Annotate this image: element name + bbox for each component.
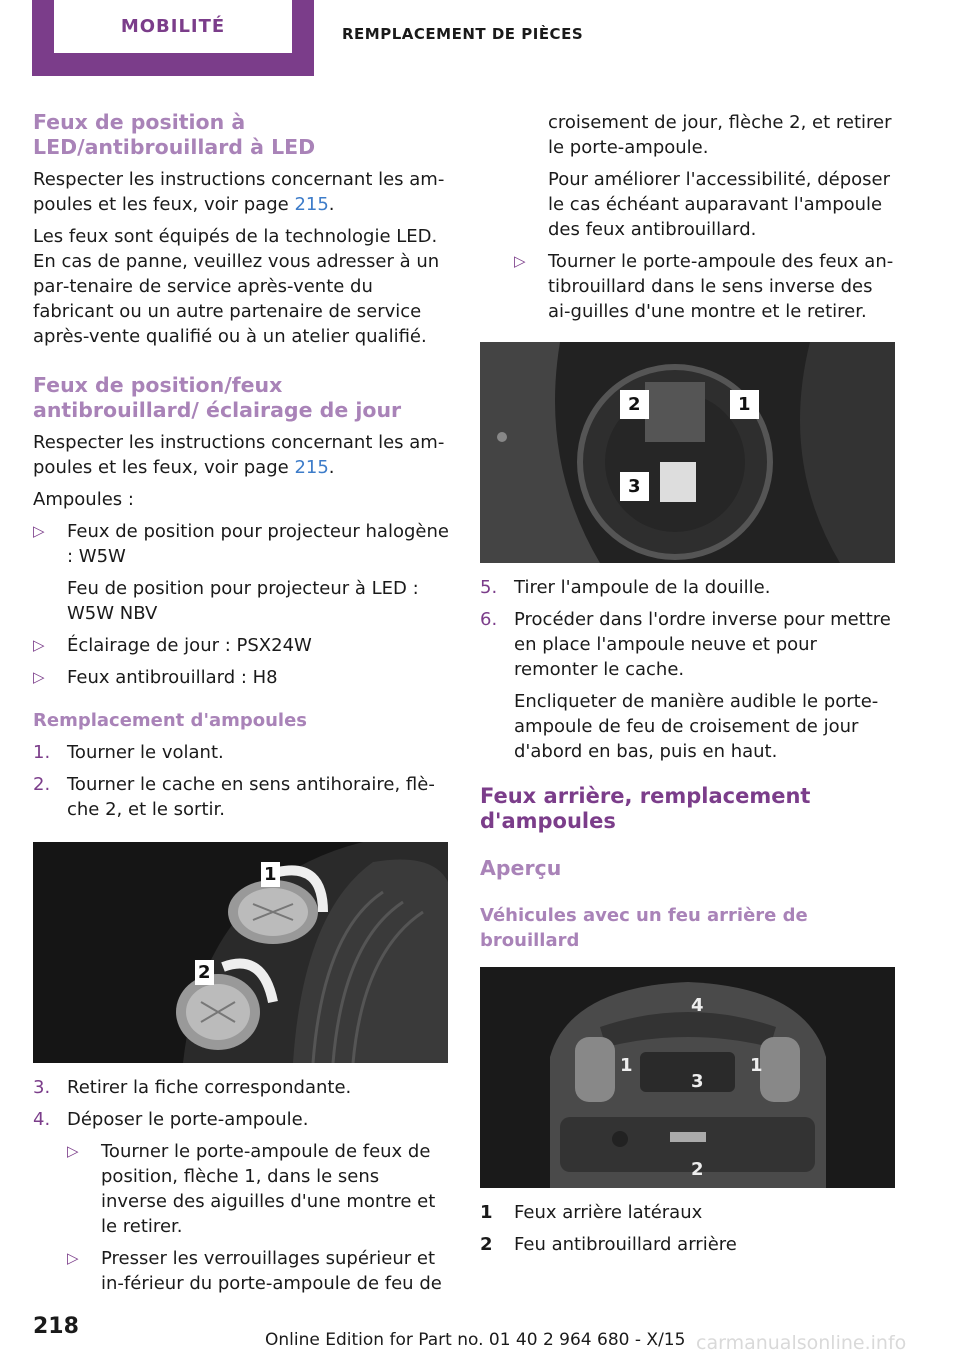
list-item-text: Presser les verrouillages supérieur et in‐férieur du porte-ampoule de feu de xyxy=(101,1248,442,1294)
step-text: Encliqueter de manière audible le porte-ampoule de feu de croisement de jour d'abord en bas, puis en haut. xyxy=(514,691,879,762)
chapter-tab[interactable] xyxy=(32,0,314,76)
step-text: Procéder dans l'ordre inverse pour mettre en place l'ampoule neuve et pour remonter le cache. xyxy=(514,609,891,680)
rear-car-illustration xyxy=(480,967,895,1188)
left-column xyxy=(33,110,449,1303)
heading-rear-fog-vehicles: Véhicules avec un feu arrière de brouillard xyxy=(480,905,808,951)
list-item xyxy=(67,1246,449,1296)
figure-callout-1-left: 1 xyxy=(620,1055,633,1076)
list-item-text: Éclairage de jour : PSX24W xyxy=(67,635,312,656)
page-link[interactable]: 215 xyxy=(294,457,329,478)
step-item xyxy=(33,1075,449,1100)
triangle-bullet-icon: ▷ xyxy=(33,668,45,686)
list-item-text: Feux antibrouillard : H8 xyxy=(67,667,278,688)
list-item xyxy=(33,519,449,626)
figure-callout-3: 3 xyxy=(620,472,649,501)
step-list xyxy=(33,740,449,822)
triangle-bullet-icon: ▷ xyxy=(67,1142,79,1160)
page-link[interactable]: 215 xyxy=(294,194,329,215)
step-text: Retirer la fiche correspondante. xyxy=(67,1077,352,1098)
legend-number: 2 xyxy=(480,1234,493,1255)
figure-rear-car xyxy=(480,967,895,1188)
paragraph: Les feux sont équipés de la technologie LED. En cas de panne, veuillez vous adresser à un par‐tenaire de service après-vente du fabricant ou un autre partenaire de service après-vente qualifié ou à un atelier qualifié. xyxy=(33,226,440,347)
figure-callout-2: 2 xyxy=(195,960,214,985)
edition-note: Online Edition for Part no. 01 40 2 964 680 - X/15 xyxy=(265,1330,686,1350)
step-number: 5. xyxy=(480,577,498,598)
paragraph: Ampoules : xyxy=(33,489,134,510)
triangle-bullet-icon: ▷ xyxy=(33,522,45,540)
list-item xyxy=(33,633,449,658)
step-text: Déposer le porte-ampoule. xyxy=(67,1109,309,1130)
heading-overview: Aperçu xyxy=(480,856,562,880)
list-item xyxy=(67,1139,449,1239)
sub-bullet-list xyxy=(33,1139,449,1296)
step-number: 1. xyxy=(33,742,51,763)
heading-bulb-replacement: Remplacement d'ampoules xyxy=(33,710,308,731)
step-list xyxy=(33,1075,449,1132)
figure-callout-1: 1 xyxy=(261,862,280,887)
headlight-back-illustration xyxy=(480,342,895,563)
triangle-bullet-icon: ▷ xyxy=(33,636,45,654)
step-number: 2. xyxy=(33,774,51,795)
heading-position-fog-drl: Feux de position/feux antibrouillard/ éclairage de jour xyxy=(33,373,402,422)
step-text: Tourner le volant. xyxy=(67,742,224,763)
figure-callout-1-right: 1 xyxy=(750,1055,763,1076)
step-item xyxy=(33,772,449,822)
list-item-text: Tourner le porte-ampoule des feux an‐tibrouillard dans le sens inverse des ai‐guilles d'une montre et le retirer. xyxy=(548,251,894,322)
text: Respecter les instructions concernant les am‐poules et les feux, voir page xyxy=(33,432,445,478)
legend-item xyxy=(480,1200,896,1225)
text: Respecter les instructions concernant les am‐poules et les feux, voir page xyxy=(33,169,445,215)
section-title: REMPLACEMENT DE PIÈCES xyxy=(342,25,584,43)
step-item xyxy=(480,575,896,600)
paragraph: Pour améliorer l'accessibilité, déposer le cas échéant auparavant l'ampoule des feux antibrouillard. xyxy=(548,169,891,240)
figure-callout-3: 3 xyxy=(691,1071,704,1092)
figure-callout-4: 4 xyxy=(691,995,704,1016)
right-column xyxy=(480,110,896,1264)
legend-text: Feu antibrouillard arrière xyxy=(514,1234,737,1255)
triangle-bullet-icon: ▷ xyxy=(514,252,526,270)
heading-led-position: Feux de position à LED/antibrouillard à LED xyxy=(33,110,316,159)
step-number: 4. xyxy=(33,1109,51,1130)
figure-bulb-holders xyxy=(480,342,895,563)
step-item xyxy=(33,1107,449,1132)
step-number: 3. xyxy=(33,1077,51,1098)
step-text: Tourner le cache en sens antihoraire, flè‐che 2, et le sortir. xyxy=(67,774,435,820)
paragraph: Respecter les instructions concernant les am‐poules et les feux, voir page 215. xyxy=(33,169,445,215)
wheel-arch-illustration xyxy=(33,842,448,1063)
bulb-list xyxy=(33,519,449,690)
legend-text: Feux arrière latéraux xyxy=(514,1202,703,1223)
step-item xyxy=(33,740,449,765)
step-list xyxy=(480,575,896,764)
list-item-text: Feux de position pour projecteur halogène : W5W xyxy=(67,521,449,567)
figure-callout-1: 1 xyxy=(730,390,759,419)
legend-number: 1 xyxy=(480,1202,493,1223)
bullet-list xyxy=(480,249,896,324)
paragraph: Respecter les instructions concernant les am‐poules et les feux, voir page 215. xyxy=(33,432,445,478)
figure-callout-2: 2 xyxy=(620,390,649,419)
triangle-bullet-icon: ▷ xyxy=(67,1249,79,1267)
chapter-label: MOBILITÉ xyxy=(54,0,292,53)
figure-legend xyxy=(480,1200,896,1257)
step-text: Tirer l'ampoule de la douille. xyxy=(514,577,771,598)
legend-item xyxy=(480,1232,896,1257)
figure-callout-2: 2 xyxy=(691,1159,704,1180)
watermark: carmanualsonline.info xyxy=(696,1332,907,1354)
list-item-text: Feu de position pour projecteur à LED : W5W NBV xyxy=(67,578,419,624)
figure-wheel-arch-cover xyxy=(33,842,448,1063)
heading-rear-lights: Feux arrière, remplacement d'ampoules xyxy=(480,784,811,833)
page-number: 218 xyxy=(33,1314,79,1339)
paragraph: croisement de jour, flèche 2, et retirer le porte-ampoule. xyxy=(548,112,892,158)
step-number: 6. xyxy=(480,609,498,630)
list-item xyxy=(514,249,896,324)
list-item xyxy=(33,665,449,690)
list-item-text: Tourner le porte-ampoule de feux de position, flèche 1, dans le sens inverse des aiguilles d'une montre et le retirer. xyxy=(101,1141,436,1237)
step-item xyxy=(480,607,896,764)
